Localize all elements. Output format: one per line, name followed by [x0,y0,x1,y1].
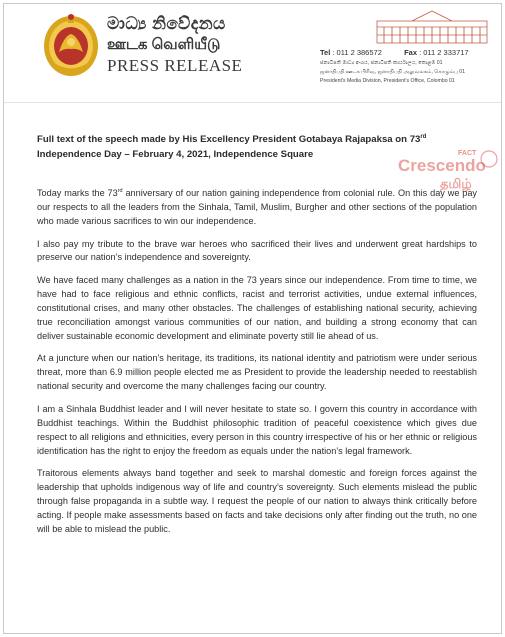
tel-label: Tel [320,48,331,57]
paragraph-6: Traitorous elements always band together and seek to marshal domestic and foreign forces against the leadership that upholds indigenous way of life and country’s sovereignty. Such elements mislead the public through false propaganda in a subtle way. I request the people of our nation to always think critically before acting. If people make assessments based on facts and take decisions only after finding out the truth, no one will be able to mislead the public. [37,468,477,535]
tamil-title: ஊடக வெளியீடு [107,36,221,53]
address-english: President's Media Division, President's Office, Colombo 01 [320,78,455,84]
tel-value: : 011 2 386572 [332,48,382,57]
sinhala-title: මාධ්‍ය නිවේදනය [107,14,226,33]
contact-line [320,48,469,57]
address-sinhala: ජනාධිපති මාධ්‍ය අංශය, ජනාධිපති කාර්යාලය, කොළඹ 01 [320,60,443,66]
p1-superscript: rd [117,187,123,194]
svg-text:FACT: FACT [458,150,477,157]
svg-text:Crescendo: Crescendo [398,156,486,175]
sri-lanka-emblem-icon [42,12,100,78]
press-release-heading: PRESS RELEASE [107,56,243,75]
title-line1: Full text of the speech made by His Excellency President Gotabaya Rajapaksa on 73 [37,134,421,146]
press-release-document [3,3,502,634]
paragraph-3: We have faced many challenges as a nation in the 73 years since our independence. From time to time, we have had to face religious and ethnic conflicts, racist and terrorist activities, undue external influences, constitutional crises, and many other obstacles. The challenges of establishing national security, achieving true reconciliation amongst various communities of our nation, and building a strong economy that can deliver sustainable economic development and eliminate poverty still lie ahead of us. [37,275,477,341]
title-superscript: rd [420,134,427,140]
svg-text:தமிழ்: தமிழ் [440,177,472,192]
speech-body [37,187,477,546]
p1-text-end: anniversary of our nation gaining independence from colonial rule. On this day we pay our respects to all the leaders from the Sinhala, Tamil, Muslim, Burgher and other sections of the population who made various sacrifices to win our independence. [37,188,477,226]
fact-crescendo-watermark-logo [396,144,501,192]
fax-value: : 011 2 333717 [419,48,469,57]
paragraph-2: I also pay my tribute to the brave war heroes who sacrificed their lives and underwent great hardships to preserve our nation’s independence and sovereignty. [37,238,477,263]
paragraph-5: I am a Sinhala Buddhist leader and I will never hesitate to state so. I govern this country in accordance with Buddhist teachings. Within the Buddhist philosophic tradition of peaceful coexistence which gives due respect to all religions and ethnicities, every person in this country irrespective of his or her ethnic or religious identification has the right to enjoy the freedom as equals under the nation’s legal framework. [37,403,477,456]
paragraph-4: At a juncture when our nation’s heritage, its traditions, its national identity and patriotism were under serious threat, more than 6.9 million people elected me as President to provide the leadership needed to reestablish national security and overcome the many challenges facing our country. [37,353,477,392]
header-divider [4,102,502,103]
presidential-building-icon [372,9,492,45]
paragraph-1 [37,187,477,229]
fax-label: Fax [404,48,417,57]
address-tamil: ஜனாதிபதி ஊடக பிரிவு, ஜனாதிபதி அலுவலகம், கொழும்பு 01 [320,69,466,75]
title-line2: Independence Day – February 4, 2021, Independence Square [37,149,314,161]
document-title [37,130,457,162]
p1-text-start: Today marks the 73 [37,188,118,198]
